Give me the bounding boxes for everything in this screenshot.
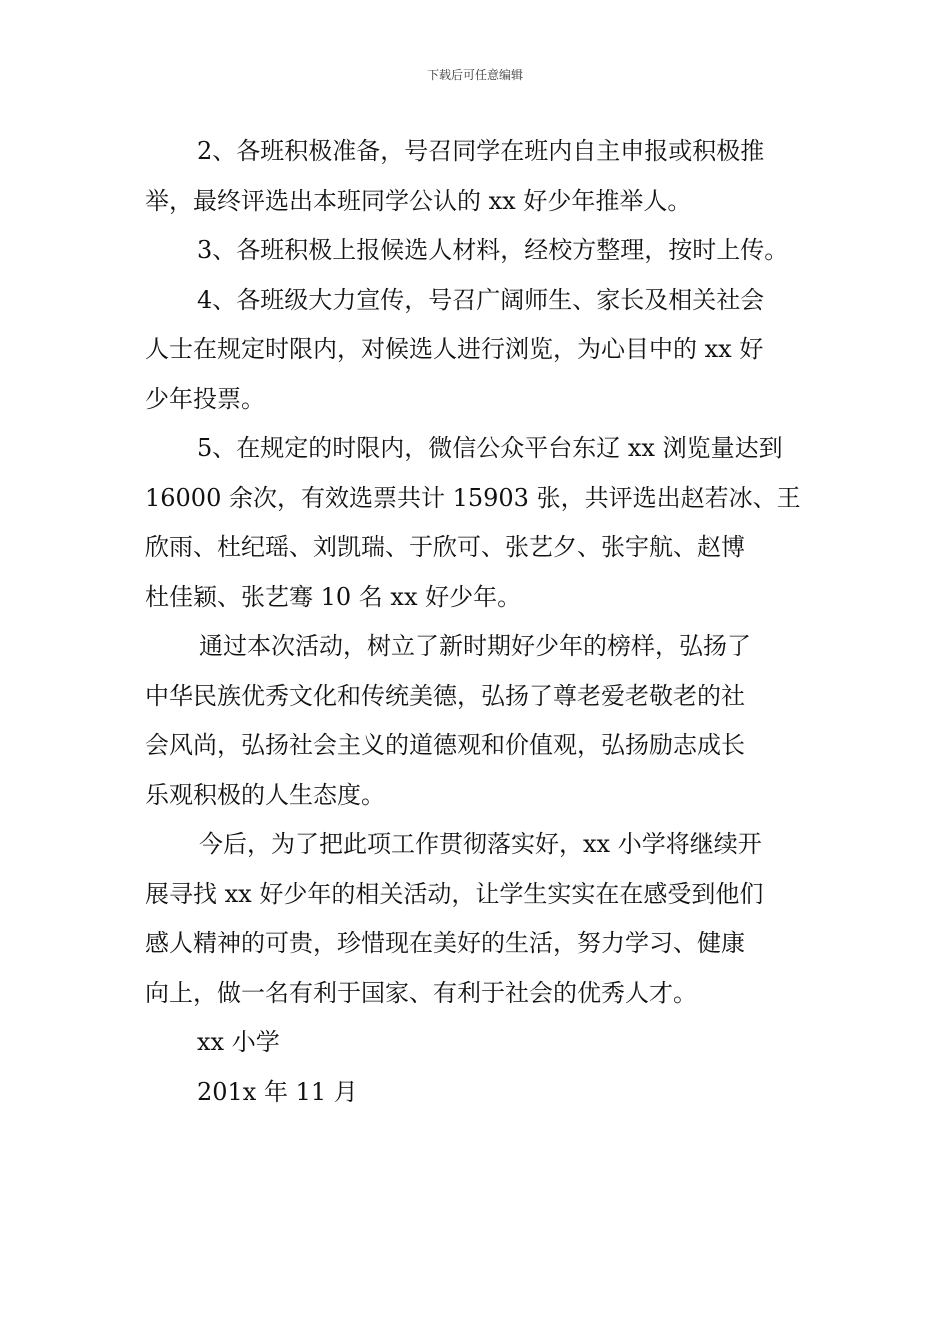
paragraph-line: 2、各班积极准备，号召同学在班内自主申报或积极推 [197, 137, 765, 165]
paragraph-line: 人士在规定时限内，对候选人进行浏览，为心目中的 xx 好 [145, 335, 764, 363]
paragraph-line: 感人精神的可贵，珍惜现在美好的生活，努力学习、健康 [145, 929, 745, 957]
signature-date: 201x 年 11 月 [197, 1077, 358, 1106]
paragraph-line: 欣雨、杜纪瑶、刘凯瑞、于欣可、张艺夕、张宇航、赵博 [145, 533, 745, 561]
paragraph-line: 3、各班积极上报候选人材料，经校方整理，按时上传。 [197, 236, 789, 264]
paragraph-line: 向上，做一名有利于国家、有利于社会的优秀人才。 [145, 978, 697, 1007]
paragraph-line: 16000 余次，有效选票共计 15903 张，共评选出赵若冰、王 [145, 483, 801, 512]
header-note: 下载后可任意编辑 [426, 68, 523, 82]
paragraph-step-3 [145, 226, 810, 276]
paragraph-line: 中华民族优秀文化和传统美德，弘扬了尊老爱老敬老的社 [145, 681, 745, 710]
document-body [145, 127, 810, 1117]
paragraph-outlook [145, 820, 810, 1018]
paragraph-step-5 [145, 424, 810, 622]
paragraph-step-4 [145, 276, 810, 425]
paragraph-step-2 [145, 127, 810, 226]
paragraph-line: 通过本次活动，树立了新时期好少年的榜样，弘扬了 [199, 632, 751, 660]
paragraph-line: 杜佳颖、张艺骞 10 名 xx 好少年。 [145, 582, 522, 611]
paragraph-summary [145, 622, 810, 820]
paragraph-line: 少年投票。 [145, 384, 265, 413]
paragraph-line: 乐观积极的人生态度。 [145, 780, 385, 809]
paragraph-line: 会风尚，弘扬社会主义的道德观和价值观，弘扬励志成长 [145, 731, 745, 759]
paragraph-line: 4、各班级大力宣传，号召广阔师生、家长及相关社会 [197, 285, 765, 314]
paragraph-line: 举，最终评选出本班同学公认的 xx 好少年推举人。 [145, 186, 692, 215]
paragraph-line: 5、在规定的时限内，微信公众平台东辽 xx 浏览量达到 [197, 434, 783, 462]
paragraph-line: 今后，为了把此项工作贯彻落实好，xx 小学将继续开 [199, 830, 762, 858]
signature-org: xx 小学 [197, 1028, 280, 1056]
paragraph-line: 展寻找 xx 好少年的相关活动，让学生实实在在感受到他们 [145, 879, 764, 908]
